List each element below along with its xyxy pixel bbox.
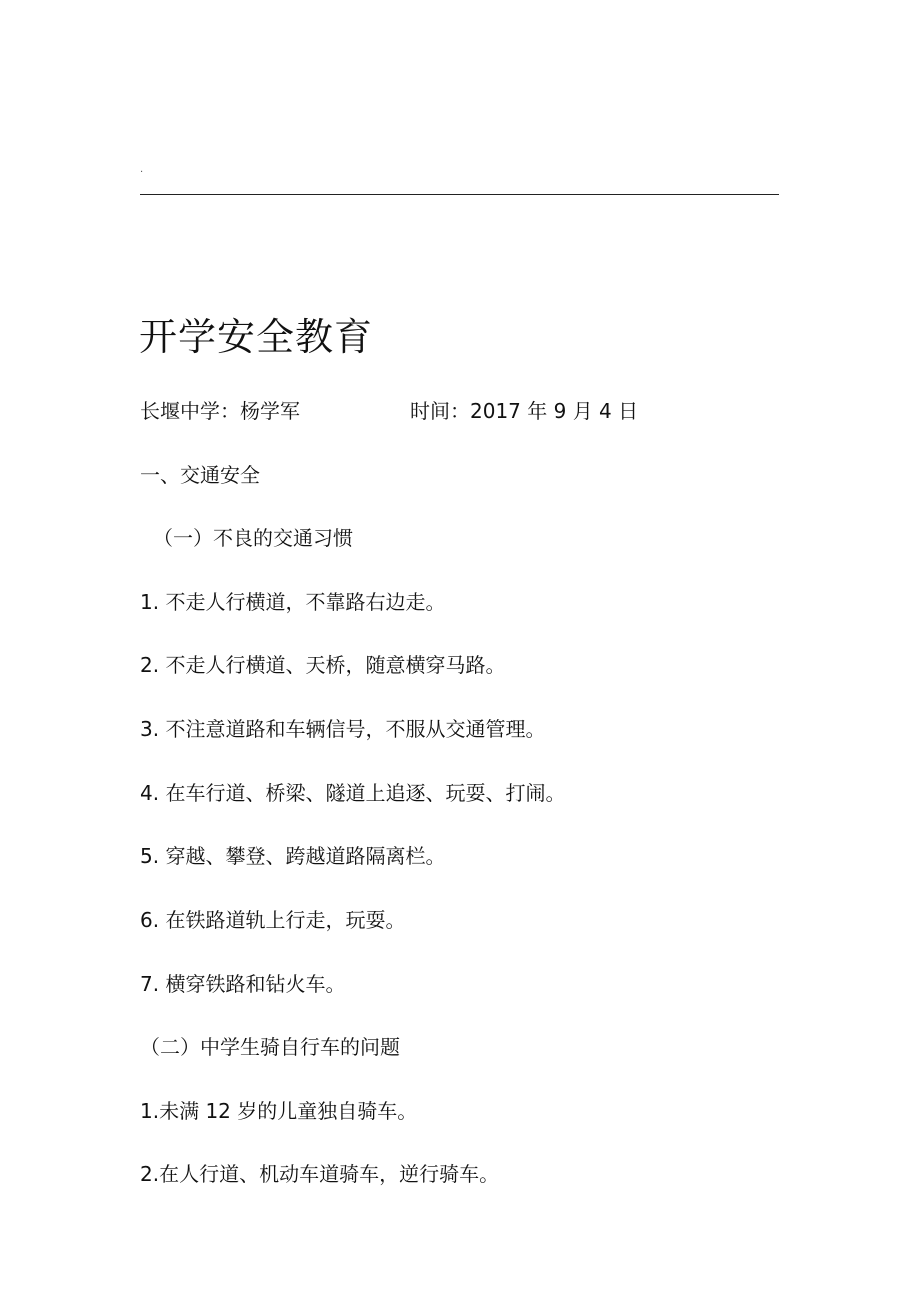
- list-item: 2. 不走人行横道、天桥，随意横穿马路。: [140, 653, 506, 677]
- section-heading: 一、交通安全: [140, 463, 260, 487]
- header-mark: .: [140, 164, 144, 175]
- list-item: 7. 横穿铁路和钻火车。: [140, 972, 346, 996]
- subsection-heading: （二）中学生骑自行车的问题: [140, 1035, 400, 1059]
- document-title: 开学安全教育: [139, 315, 374, 359]
- author-date-row: [140, 397, 779, 425]
- list-item: 4. 在车行道、桥梁、隧道上追逐、玩耍、打闹。: [140, 781, 566, 805]
- list-item: 5. 穿越、攀登、跨越道路隔离栏。: [140, 844, 446, 868]
- subsection-heading: （一）不良的交通习惯: [153, 526, 353, 550]
- list-item: 2.在人行道、机动车道骑车，逆行骑车。: [140, 1162, 500, 1186]
- list-item: 6. 在铁路道轨上行走，玩耍。: [140, 908, 406, 932]
- date-line: 时间：2017 年 9 月 4 日: [410, 399, 639, 423]
- author-line: 长堰中学：杨学军: [140, 399, 300, 423]
- header-divider: [140, 194, 779, 195]
- list-item: 1.未满 12 岁的儿童独自骑车。: [140, 1099, 418, 1123]
- list-item: 1. 不走人行横道，不靠路右边走。: [140, 590, 446, 614]
- list-item: 3. 不注意道路和车辆信号，不服从交通管理。: [140, 717, 546, 741]
